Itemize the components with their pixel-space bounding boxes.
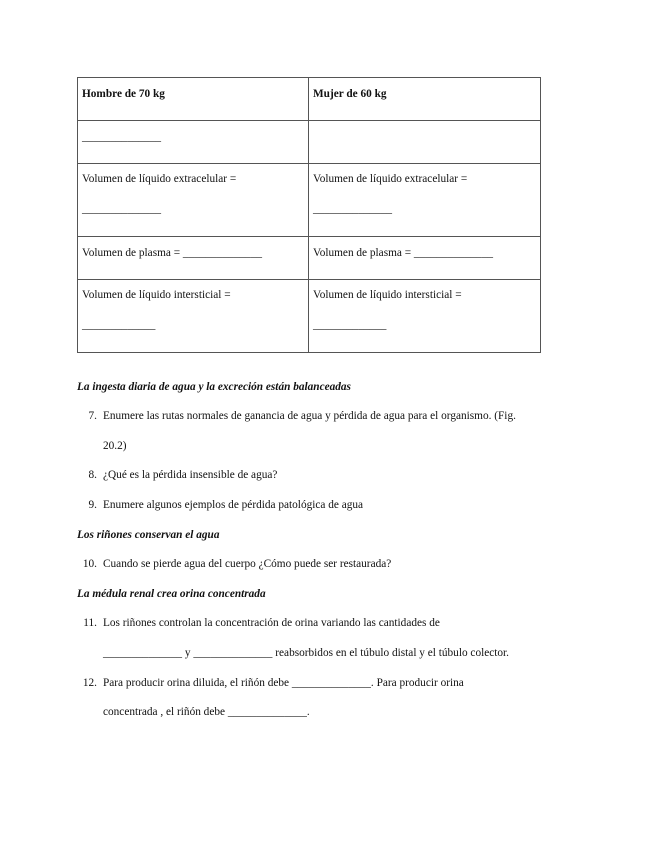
female-interstitial-blank: _____________ <box>313 319 387 331</box>
male-extracellular-blank: ______________ <box>82 203 162 215</box>
header-male: Hombre de 70 kg <box>78 78 309 121</box>
header-female: Mujer de 60 kg <box>309 78 541 121</box>
female-extracellular-blank: ______________ <box>313 203 393 215</box>
question-7-number: 7. <box>88 410 97 422</box>
male-plasma: Volumen de plasma = ______________ <box>78 237 309 280</box>
male-extracellular-cell <box>78 164 309 237</box>
female-interstitial-cell <box>309 280 541 353</box>
question-7-text-cont: 20.2) <box>103 440 127 452</box>
section-heading-kidneys: Los riñones conservan el agua <box>77 529 220 541</box>
question-8-number: 8. <box>88 469 97 481</box>
female-total-blank <box>309 121 541 164</box>
question-11-text: Los riñones controlan la concentración de orina variando las cantidades de <box>103 617 440 629</box>
question-12-text-cont: concentrada , el riñón debe ______________. <box>103 706 310 718</box>
male-interstitial-label: Volumen de líquido intersticial = <box>82 289 231 301</box>
female-interstitial-label: Volumen de líquido intersticial = <box>313 289 462 301</box>
question-12-number: 12. <box>82 677 97 689</box>
body-fluid-table <box>77 77 541 353</box>
question-8-text: ¿Qué es la pérdida insensible de agua? <box>103 469 278 481</box>
female-plasma: Volumen de plasma = ______________ <box>309 237 541 280</box>
section-heading-medulla: La médula renal crea orina concentrada <box>77 588 266 600</box>
question-12-text: Para producir orina diluida, el riñón debe ______________. Para producir orina <box>103 677 464 689</box>
male-extracellular-label: Volumen de líquido extracelular = <box>82 173 237 185</box>
female-extracellular-cell <box>309 164 541 237</box>
question-7-text: Enumere las rutas normales de ganancia de agua y pérdida de agua para el organismo. (Fig. <box>103 410 516 422</box>
question-11-number: 11. <box>83 617 97 629</box>
male-total-blank: ______________ <box>78 121 309 164</box>
question-11-text-cont: ______________ y ______________ reabsorbidos en el túbulo distal y el túbulo colector. <box>103 647 510 659</box>
male-interstitial-blank: _____________ <box>82 319 156 331</box>
section-heading-water-balance: La ingesta diaria de agua y la excreción están balanceadas <box>77 381 351 393</box>
female-extracellular-label: Volumen de líquido extracelular = <box>313 173 468 185</box>
question-9-number: 9. <box>88 499 97 511</box>
question-10-number: 10. <box>82 558 97 570</box>
male-interstitial-cell <box>78 280 309 353</box>
question-10-text: Cuando se pierde agua del cuerpo ¿Cómo puede ser restaurada? <box>103 558 392 570</box>
question-9-text: Enumere algunos ejemplos de pérdida patológica de agua <box>103 499 364 511</box>
